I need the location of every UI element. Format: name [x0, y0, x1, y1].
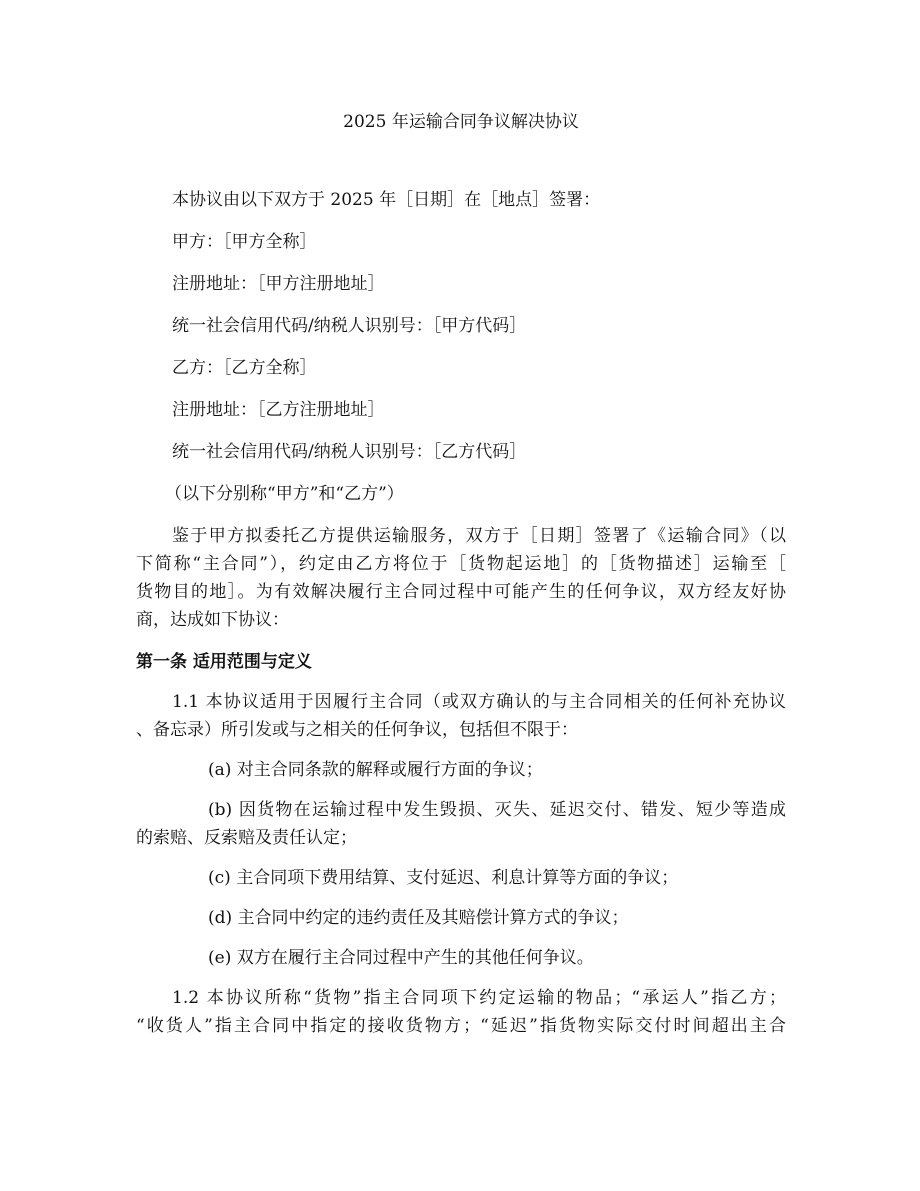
document-body [136, 108, 786, 1052]
list-item-line: (d) 主合同中约定的违约责任及其赔偿计算方式的争议； [208, 908, 629, 928]
party-a-address: 注册地址：［甲方注册地址］ [172, 274, 385, 294]
intro-line: 本协议由以下双方于 2025 年［日期］在［地点］签署： [172, 190, 601, 210]
clause-line: 、备忘录）所引发或与之相关的任何争议，包括但不限于： [136, 720, 578, 740]
list-item-line: (a) 对主合同条款的解释或履行方面的争议； [208, 760, 543, 780]
recital-paragraph [136, 522, 786, 634]
document-title: 2025 年运输合同争议解决协议 [343, 112, 579, 132]
party-b-name: 乙方：［乙方全称］ [172, 358, 317, 378]
list-item-line: (c) 主合同项下费用结算、支付延迟、利息计算等方面的争议； [208, 868, 679, 888]
party-b-code: 统一社会信用代码/纳税人识别号：［乙方代码］ [172, 442, 527, 462]
clause-line: 1.1 本协议适用于因履行主合同（或双方确认的与主合同相关的任何补充协议 [172, 692, 786, 712]
list-item-a [136, 756, 786, 784]
list-item-line: (b) 因货物在运输过程中发生毁损、灭失、延迟交付、错发、短少等造成 [208, 800, 786, 820]
clause-1-1 [136, 688, 786, 744]
list-item-b [136, 796, 786, 852]
clause-line: 1.2 本协议所称“货物”指主合同项下约定运输的物品；“承运人”指乙方； [172, 988, 786, 1008]
recital-line: 鉴于甲方拟委托乙方提供运输服务，双方于［日期］签署了《运输合同》（以 [172, 526, 786, 546]
party-a-code: 统一社会信用代码/纳税人识别号：［甲方代码］ [172, 316, 527, 336]
clause-line: “收货人”指主合同中指定的接收货物方；“延迟”指货物实际交付时间超出主合 [136, 1016, 786, 1036]
list-item-d [136, 904, 786, 932]
party-designation: （以下分别称“甲方”和“乙方”） [165, 484, 404, 504]
recital-line: 下简称“主合同”），约定由乙方将位于［货物起运地］的［货物描述］运输至［ [136, 554, 786, 574]
list-item-c [136, 864, 786, 892]
list-item-line: 的索赔、反索赔及责任认定； [136, 828, 357, 848]
list-item-e [136, 944, 786, 972]
recital-line: 商，达成如下协议： [136, 610, 289, 630]
clause-1-2 [136, 984, 786, 1040]
party-a-name: 甲方：［甲方全称］ [172, 232, 317, 252]
recital-line: 货物目的地］。为有效解决履行主合同过程中可能产生的任何争议，双方经友好协 [136, 582, 786, 602]
article-1-heading: 第一条 适用范围与定义 [136, 652, 312, 672]
list-item-line: (e) 双方在履行主合同过程中产生的其他任何争议。 [208, 948, 594, 968]
party-b-address: 注册地址：［乙方注册地址］ [172, 400, 385, 420]
